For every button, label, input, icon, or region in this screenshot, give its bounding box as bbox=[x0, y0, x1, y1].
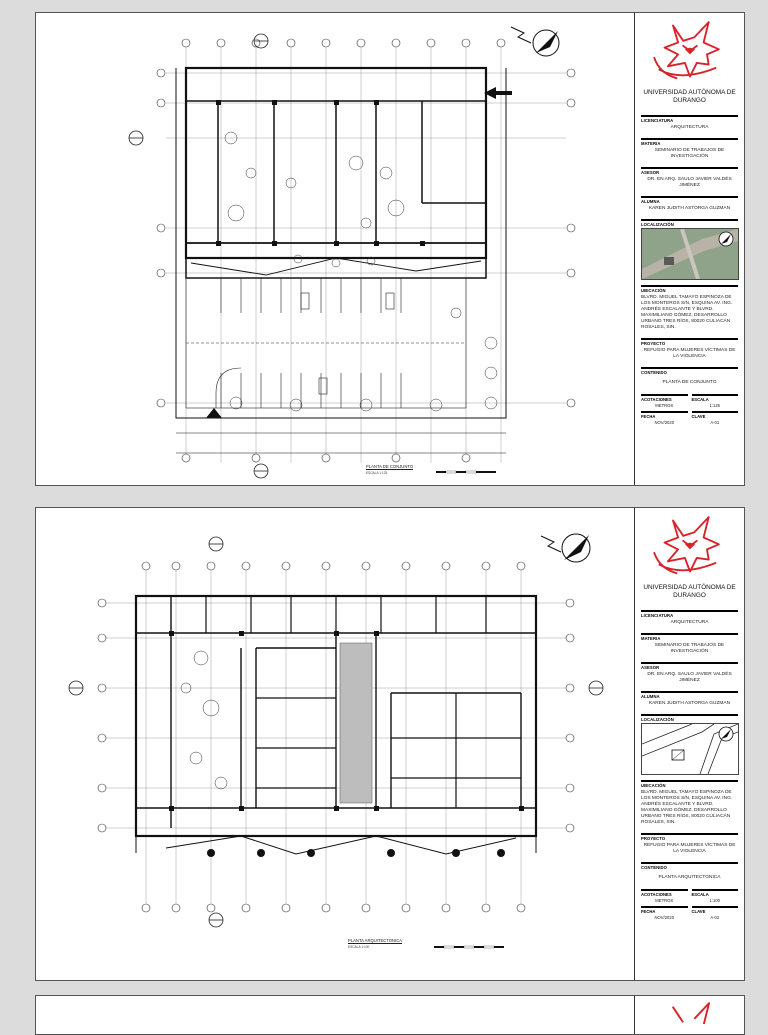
vehicle-entrance-icon bbox=[206, 408, 222, 418]
location-map bbox=[641, 228, 739, 280]
tb-proyecto: PROYECTO REFUGIO PARA MUJERES VÍCTIMAS DE LA VIOLENCIA bbox=[641, 338, 738, 362]
ubicacion-value: BLVRD. MIGUEL TAMAYO ESPINOZA DE LOS MONTEROS S/N, ESQUINA AV. ING. ANDRÉS ESCALANTE Y BLVRD. MAXIMILIANO GÓMEZ, DESARROLLO URBANO TRES RÍOS, 80020 CULIACÁN ROSALES, SIN. bbox=[641, 790, 733, 825]
acotaciones-value: METROS bbox=[655, 898, 674, 903]
university-logo bbox=[641, 17, 738, 89]
contenido-value: PLANTA DE CONJUNTO bbox=[662, 380, 717, 385]
plan-caption: PLANTA DE CONJUNTO bbox=[366, 464, 414, 469]
wolf-logo-icon bbox=[646, 512, 734, 580]
escala-value: 1:125 bbox=[709, 403, 720, 408]
alumna-value: KAREN JUDITH ASTORGA GUZMAN bbox=[648, 701, 731, 706]
north-arrow-icon bbox=[541, 534, 590, 562]
building-outline bbox=[186, 68, 486, 278]
licenciatura-value: ARQUITECTURA bbox=[670, 125, 709, 130]
asesor-value bbox=[641, 176, 738, 191]
location-diagram bbox=[641, 723, 739, 775]
wolf-logo-icon bbox=[646, 998, 734, 1024]
clave-value: A-02 bbox=[710, 915, 720, 920]
asesor-name: EN ARQ. SAULO JAVIER VALDÉS JIMÉNEZ bbox=[656, 672, 732, 683]
materia-value: SEMINARIO DE TRABAJOS DE INVESTIGACIÓN bbox=[654, 148, 725, 159]
asesor-name: EN ARQ. SAULO JAVIER VALDÉS JIMÉNEZ bbox=[656, 177, 732, 188]
materia-value: SEMINARIO DE TRABAJOS DE INVESTIGACIÓN bbox=[654, 643, 725, 654]
plan-caption: PLANTA ARQUITECTONICA bbox=[348, 938, 403, 943]
title-block bbox=[634, 508, 744, 980]
tb-materia: MATERIA SEMINARIO DE TRABAJOS DE INVESTIGACIÓN bbox=[641, 138, 738, 162]
title-block-partial bbox=[634, 996, 744, 1034]
tb-contenido: CONTENIDO PLANTA DE CONJUNTO bbox=[641, 367, 738, 388]
university-name: UNIVERSIDAD AUTÓNOMA DE DURANGO bbox=[643, 89, 736, 104]
location-diagram-icon bbox=[642, 724, 738, 774]
licenciatura-value: ARQUITECTURA bbox=[670, 620, 709, 625]
escala-value: 1:100 bbox=[709, 898, 720, 903]
university-logo bbox=[641, 998, 738, 1026]
plan-scale-text: ESCALA 1:100 bbox=[348, 945, 370, 949]
drawing-sheet-a02 bbox=[35, 507, 745, 981]
north-arrow-icon bbox=[511, 27, 559, 56]
university-logo bbox=[641, 512, 738, 584]
scale-bar bbox=[434, 946, 504, 948]
fecha-value: NOV/2020 bbox=[654, 915, 675, 920]
site-plan-drawing bbox=[36, 13, 633, 485]
tb-asesor: ASESOR DR. EN ARQ. SAULO JAVIER VALDÉS JIMÉNEZ bbox=[641, 662, 738, 686]
clave-value: A-01 bbox=[710, 420, 720, 425]
tb-localizacion: LOCALIZACIÓN bbox=[641, 714, 738, 775]
tb-asesor: ASESOR DR. EN ARQ. SAULO JAVIER VALDÉS JIMÉNEZ bbox=[641, 167, 738, 191]
proyecto-value: REFUGIO PARA MUJERES VÍCTIMAS DE LA VIOLENCIA bbox=[643, 348, 736, 359]
tb-footer: ACOTACIONES ESCALA METROS 1:100 FECHA CLAVE NOV/2020 A-02 bbox=[641, 889, 738, 923]
contenido-value: PLANTA ARQUITECTONICA bbox=[658, 875, 721, 880]
floor-plan-svg bbox=[36, 508, 633, 981]
proyecto-value: REFUGIO PARA MUJERES VÍCTIMAS DE LA VIOLENCIA bbox=[643, 843, 736, 854]
fecha-value: NOV/2020 bbox=[654, 420, 675, 425]
drawing-sheet-partial bbox=[35, 995, 745, 1035]
trees bbox=[181, 651, 227, 789]
tb-ubicacion: UBICACIÓN BLVRD. MIGUEL TAMAYO ESPINOZA DE LOS MONTEROS S/N, ESQUINA AV. ING. ANDRÉS ESCALANTE Y BLVRD. MAXIMILIANO GÓMEZ, DESARROLLO URBANO TRES RÍOS, 80020 CULIACÁN ROSALES, SIN. bbox=[641, 780, 738, 828]
alumna-value: KAREN JUDITH ASTORGA GUZMAN bbox=[648, 206, 731, 211]
tb-contenido: CONTENIDO PLANTA ARQUITECTONICA bbox=[641, 862, 738, 883]
tb-footer: ACOTACIONES ESCALA METROS 1:125 FECHA CLAVE NOV/2020 A-01 bbox=[641, 394, 738, 428]
entrance-arrow-icon bbox=[484, 87, 512, 99]
asesor-prefix: DR. bbox=[647, 672, 656, 677]
university-name: UNIVERSIDAD AUTÓNOMA DE DURANGO bbox=[643, 584, 736, 599]
acotaciones-value: METROS bbox=[655, 403, 674, 408]
asesor-value bbox=[641, 671, 738, 686]
tb-proyecto: PROYECTO REFUGIO PARA MUJERES VÍCTIMAS DE LA VIOLENCIA bbox=[641, 833, 738, 857]
asesor-prefix: DR. bbox=[647, 177, 656, 182]
title-block bbox=[634, 13, 744, 485]
tb-materia: MATERIA SEMINARIO DE TRABAJOS DE INVESTIGACIÓN bbox=[641, 633, 738, 657]
scale-bar bbox=[436, 471, 496, 473]
tb-alumna: ALUMNA KAREN JUDITH ASTORGA GUZMAN bbox=[641, 196, 738, 214]
columns bbox=[216, 100, 425, 246]
tb-alumna: ALUMNA KAREN JUDITH ASTORGA GUZMAN bbox=[641, 691, 738, 709]
tb-ubicacion: UBICACIÓN BLVRD. MIGUEL TAMAYO ESPINOZA DE LOS MONTEROS S/N, ESQUINA AV. ING. ANDRÉS ESCALANTE Y BLVRD. MAXIMILIANO GÓMEZ, DESARROLLO URBANO TRES RÍOS, 80020 CULIACÁN ROSALES, SIN. bbox=[641, 285, 738, 333]
wolf-logo-icon bbox=[646, 17, 734, 85]
tb-licenciatura: LICENCIATURA ARQUITECTURA bbox=[641, 610, 738, 628]
ubicacion-value: BLVRD. MIGUEL TAMAYO ESPINOZA DE LOS MONTEROS S/N, ESQUINA AV. ING. ANDRÉS ESCALANTE Y BLVRD. MAXIMILIANO GÓMEZ, DESARROLLO URBANO TRES RÍOS, 80020 CULIACÁN ROSALES, SIN. bbox=[641, 295, 733, 330]
garden-hatch bbox=[340, 643, 372, 803]
plan-scale-text: ESCALA 1:125 bbox=[366, 471, 388, 475]
satellite-map-icon bbox=[642, 229, 738, 279]
floor-plan-drawing bbox=[36, 508, 633, 980]
tb-localizacion: LOCALIZACIÓN bbox=[641, 219, 738, 280]
tb-licenciatura: LICENCIATURA ARQUITECTURA bbox=[641, 115, 738, 133]
site-plan-svg bbox=[36, 13, 633, 486]
drawing-sheet-a01 bbox=[35, 12, 745, 486]
